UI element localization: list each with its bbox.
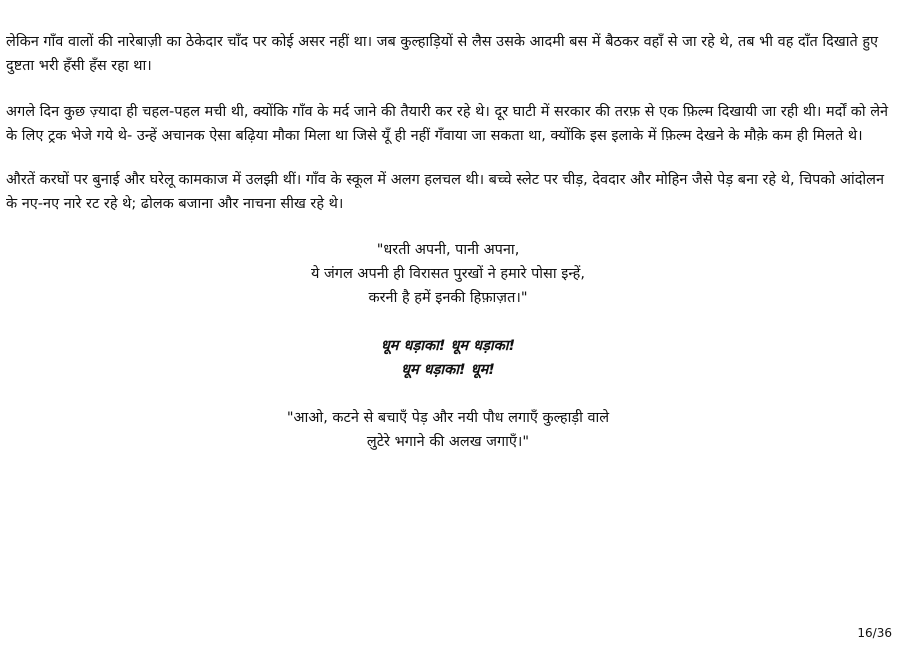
- verse-slogan: [6, 238, 890, 310]
- page-number: 16/36: [857, 626, 892, 640]
- verse-line: लुटेरे भगाने की अलख जगाएँ।": [366, 434, 530, 450]
- story-page: [6, 30, 890, 478]
- paragraph-1: लेकिन गाँव वालों की नारेबाज़ी का ठेकेदार चाँद पर कोई असर नहीं था। जब कुल्हाड़ियों से लैस उसके आदमी बस में बैठकर वहाँ से जा रहे थे, तब भी वह दाँत दिखाते हुए दुष्टता भरी हँसी हँस रहा था।: [6, 34, 879, 74]
- chant-line: धूम धड़ाका! धूम!: [401, 362, 495, 378]
- verse-line: "आओ, कटने से बचाएँ पेड़ और नयी पौध लगाएँ कुल्हाड़ी वाले: [286, 410, 610, 426]
- chant-verse: [6, 334, 890, 382]
- verse-line: करनी है हमें इनकी हिफ़ाज़त।": [368, 290, 528, 306]
- verse-line: "धरती अपनी, पानी अपना,: [376, 242, 520, 258]
- verse-line: ये जंगल अपनी ही विरासत पुरखों ने हमारे पोसा इन्हें,: [311, 266, 585, 282]
- chant-line: धूम धड़ाका! धूम धड़ाका!: [380, 338, 516, 354]
- paragraph-2: अगले दिन कुछ ज़्यादा ही चहल-पहल मची थी, क्योंकि गाँव के मर्द जाने की तैयारी कर रहे थे। दूर घाटी में सरकार की तरफ़ से एक फ़िल्म दिखायी जा रही थी। मर्दों को लेने के लिए ट्रक भेजे गये थे- उन्हें अचानक ऐसा बढ़िया मौका मिला था जिसे यूँ ही नहीं गँवाया जा सकता था, क्योंकि इस इलाके में फ़िल्म देखने के मौक़े कम ही मिलते थे।: [6, 104, 889, 144]
- verse-call: [6, 406, 890, 454]
- paragraph-3: औरतें करघों पर बुनाई और घरेलू कामकाज में उलझी थीं। गाँव के स्कूल में अलग हलचल थी। बच्चे स्लेट पर चीड़, देवदार और मोहिन जैसे पेड़ बना रहे थे, चिपको आंदोलन के नए-नए नारे रट रहे थे; ढोलक बजाना और नाचना सीख रहे थे।: [6, 172, 885, 212]
